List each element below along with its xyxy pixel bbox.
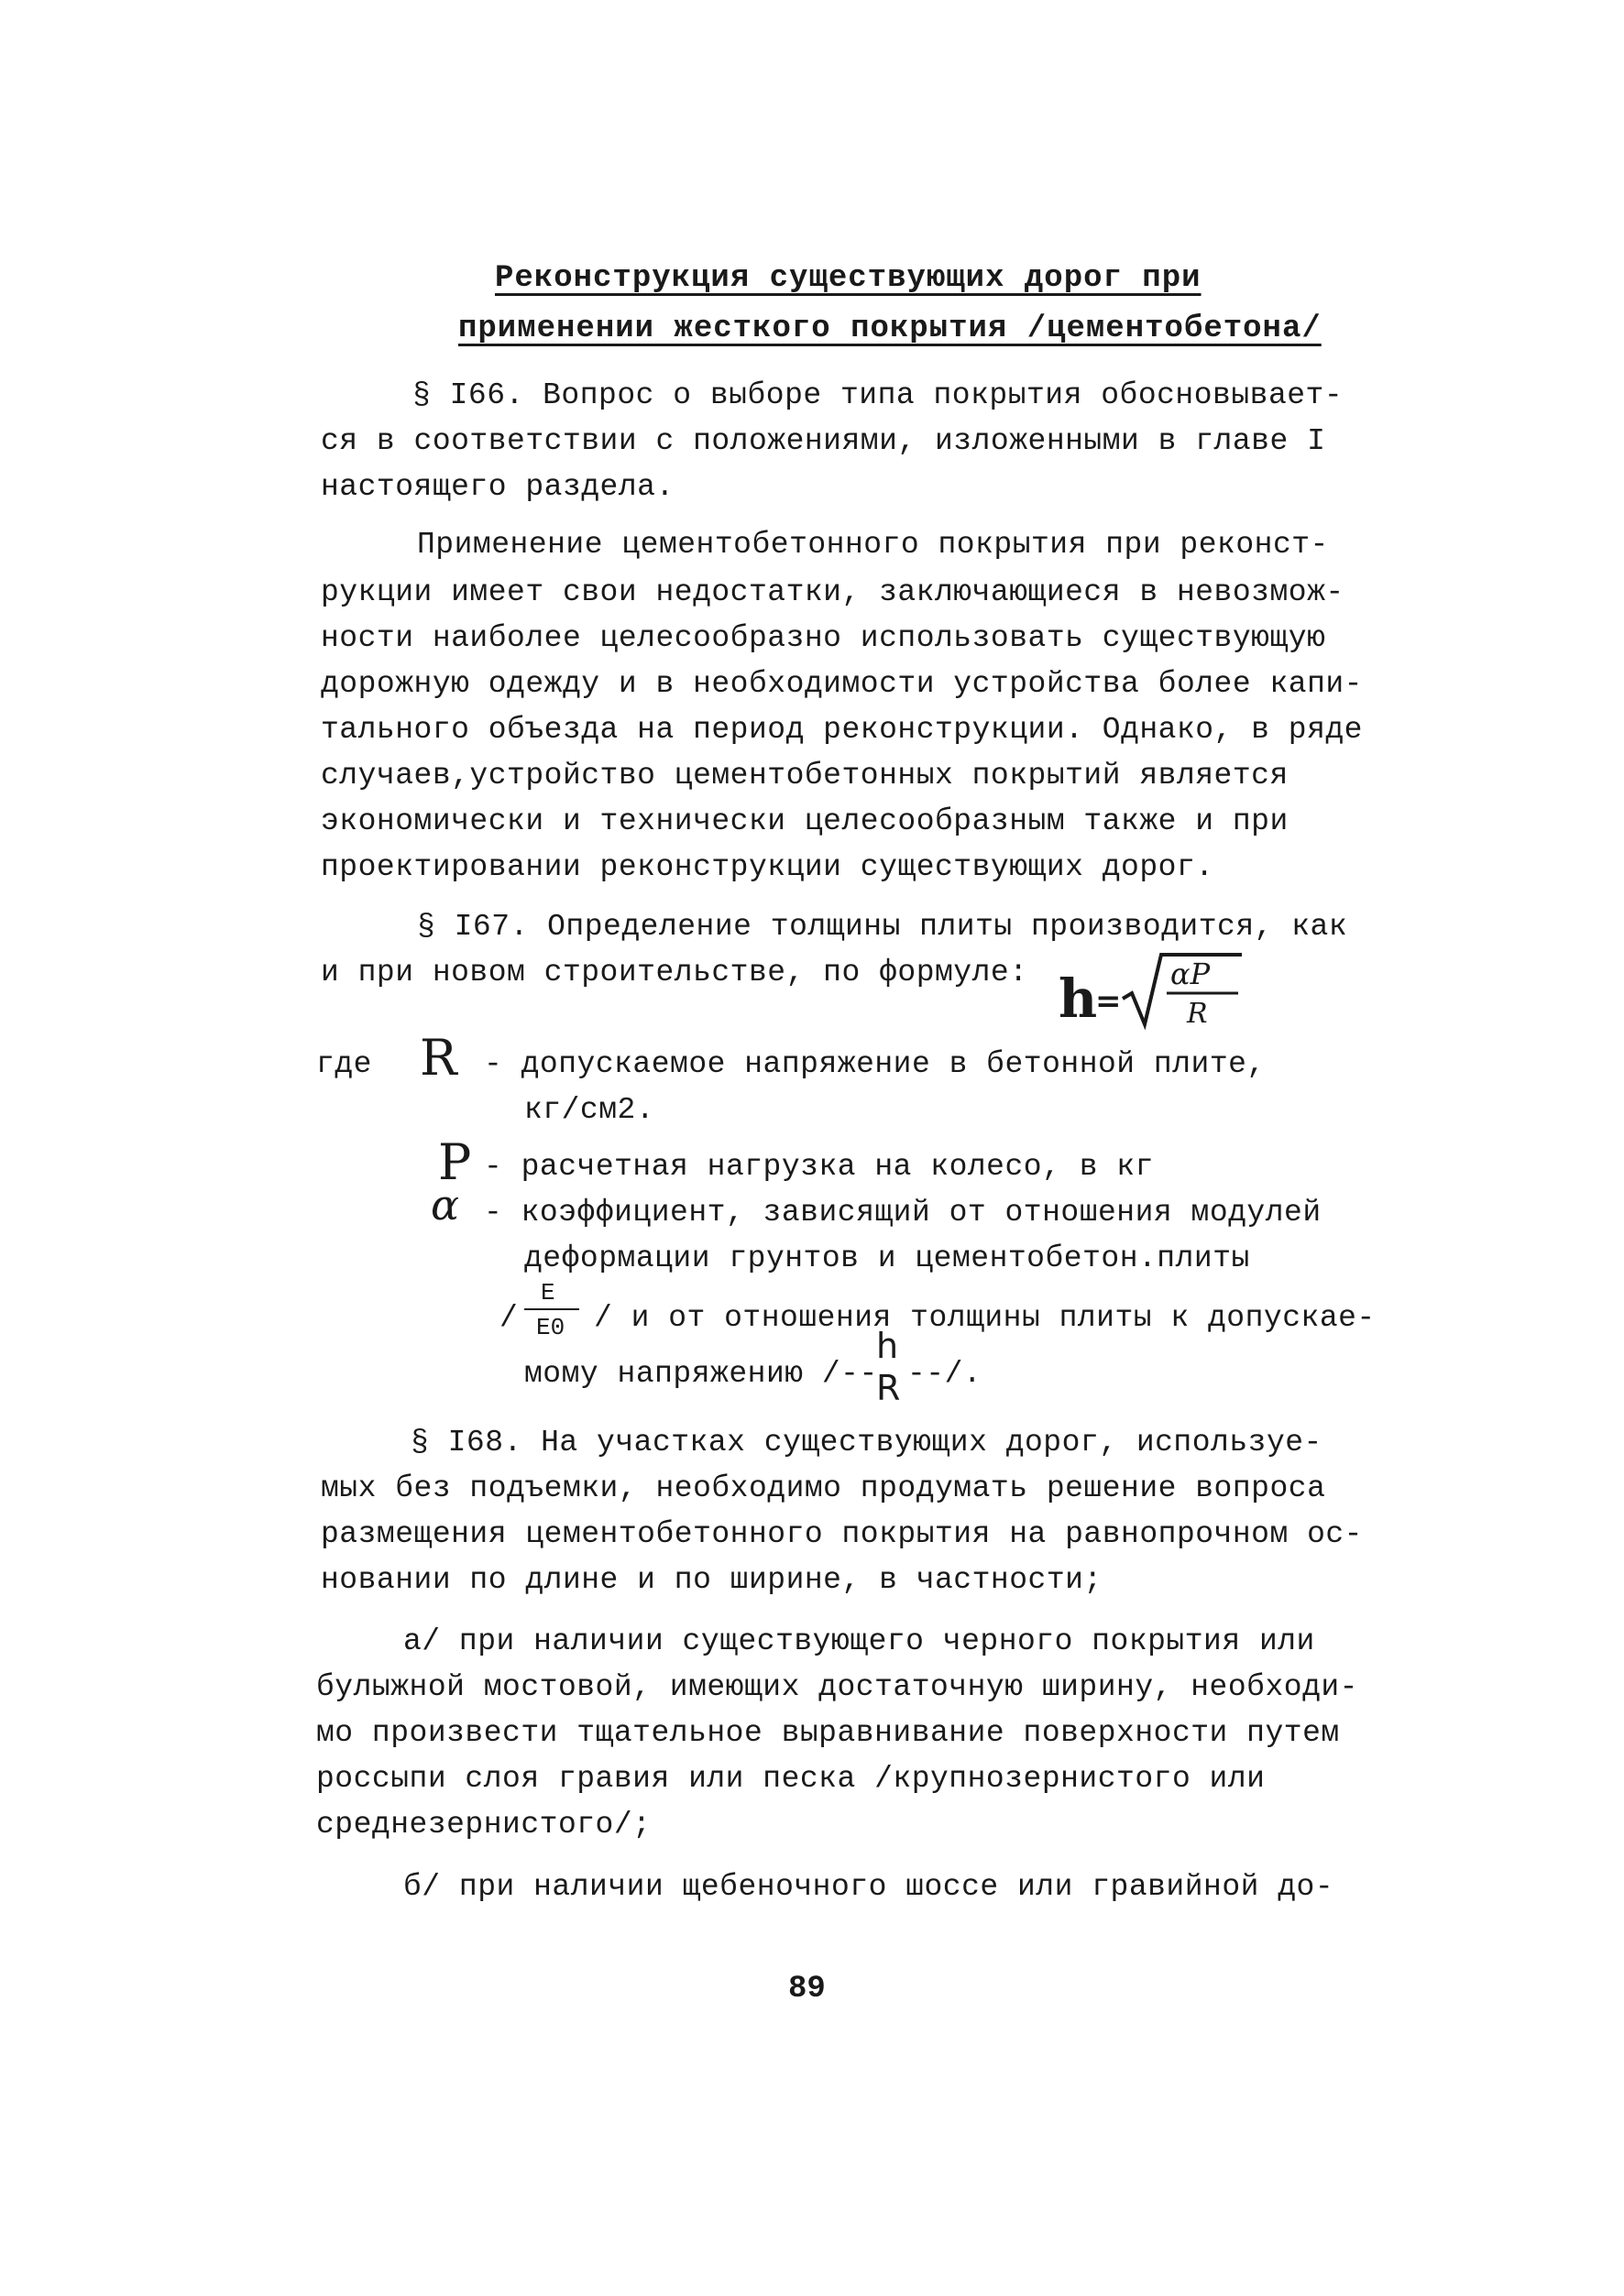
item-a-line-2: булыжной мостовой, имеющих достаточную ширину, необходи- [316,1670,1358,1704]
formula-lhs: h [1059,968,1098,1030]
p-apply-line-5: тального объезда на период реконструкции. Однако, в ряде [321,713,1363,747]
title-line-1: Реконструкция существующих дорог при [495,261,1202,296]
ratio2-numerator: h [876,1326,899,1366]
p168-line-4: новании по длине и по ширине, в частности; [321,1563,1103,1597]
where-label: где [316,1047,372,1081]
ratio1-numerator: E [541,1279,555,1307]
p-apply-line-1: Применение цементобетонного покрытия при реконст- [417,528,1329,562]
p167-line-1: § I67. Определение толщины плиты производится, как [417,910,1348,944]
def-R-line-1: - допускаемое напряжение в бетонной плите, [484,1047,1266,1081]
formula-numerator: αP [1170,957,1211,991]
p-apply-line-2: рукции имеет свои недостатки, заключающиеся в невозмож- [321,575,1344,609]
symbol-R: R [420,1029,457,1087]
symbol-P: P [438,1133,472,1191]
thickness-formula [1059,951,1242,1030]
ratio2-post: --/. [907,1357,982,1391]
def-alpha-line-2: деформации грунтов и цементобетон.плиты [524,1241,1250,1275]
p-apply-line-3: ности наиболее целесообразно использовать существующую [321,621,1326,655]
p166-line-1: § I66. Вопрос о выборе типа покрытия обосновывает- [412,378,1344,412]
p166-line-3: настоящего раздела. [321,470,675,504]
p-apply-line-4: дорожную одежду и в необходимости устройства более капи- [321,667,1363,701]
p-apply-line-8: проектировании реконструкции существующих дорог. [321,850,1214,884]
item-b-line-1: б/ при наличии щебеночного шоссе или гравийной до- [403,1870,1334,1904]
formula-denominator: R [1187,998,1208,1030]
def-P-line: - расчетная нагрузка на колесо, в кг [484,1150,1154,1184]
title-line-2: применении жесткого покрытия /цементобетона/ [458,312,1322,346]
item-a-line-5: среднезернистого/; [316,1808,652,1842]
symbol-alpha: α [431,1180,460,1230]
p166-line-2: ся в соответствии с положениями, изложенными в главе I [321,424,1326,458]
item-a-line-3: мо произвести тщательное выравнивание поверхности путем [316,1716,1340,1750]
p-apply-line-6: случаев,устройство цементобетонных покрытий является [321,759,1289,793]
item-a-line-4: россыпи слоя гравия или песка /крупнозернистого или [316,1762,1266,1796]
p168-line-1: § I68. На участках существующих дорог, используе- [411,1426,1322,1460]
ratio2-denominator: R [876,1368,901,1408]
def-alpha-line-1: - коэффициент, зависящий от отношения модулей [484,1196,1322,1230]
ratio1-denominator: E0 [536,1314,565,1341]
page-number: 89 [788,1972,826,2006]
ratio1-bar [524,1308,579,1310]
ratio1-rest: / и от отношения толщины плиты к допускае- [594,1301,1376,1335]
item-a-line-1: а/ при наличии существующего черного покрытия или [403,1624,1315,1658]
ratio2-pre: мому напряжению /-- [524,1357,878,1391]
p-apply-line-7: экономически и технически целесообразным также и при [321,804,1289,838]
p168-line-3: размещения цементобетонного покрытия на равнопрочном ос- [321,1517,1363,1551]
ratio1-open: / [499,1301,519,1335]
p168-line-2: мых без подъемки, необходимо продумать решение вопроса [321,1471,1326,1505]
def-R-line-2: кг/см2. [524,1093,655,1127]
p167-line-2: и при новом строительстве, по формуле: [321,956,1028,989]
formula-eq: = [1095,983,1122,1020]
